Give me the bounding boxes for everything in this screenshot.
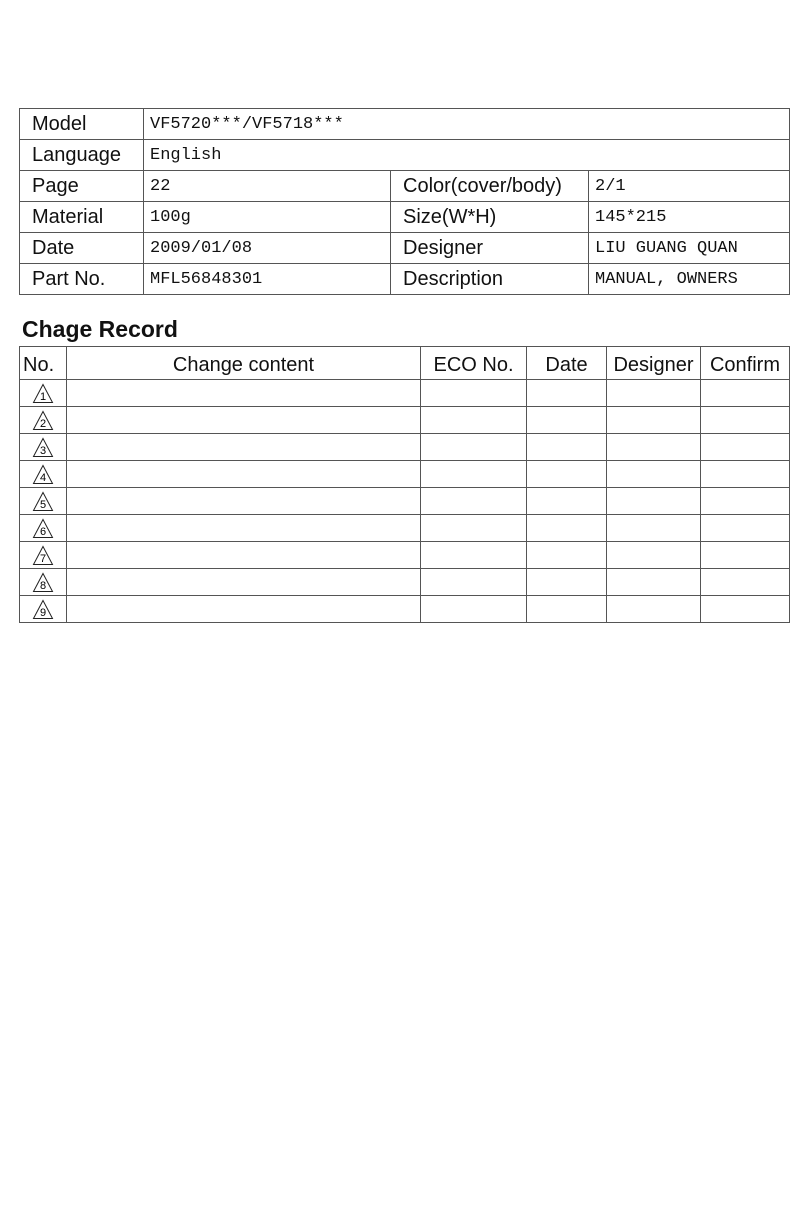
- date-cell: [527, 488, 607, 515]
- color-label: Color(cover/body): [391, 171, 589, 202]
- confirm-cell: [701, 461, 790, 488]
- designer-cell: [607, 569, 701, 596]
- change-content-cell: [67, 461, 421, 488]
- spec-row-model: [20, 109, 790, 140]
- table-row: [20, 434, 790, 461]
- revision-triangle-icon: [32, 518, 54, 539]
- part-no-value: MFL56848301: [144, 264, 391, 295]
- revision-triangle-icon: [32, 383, 54, 404]
- description-label: Description: [391, 264, 589, 295]
- designer-cell: [607, 380, 701, 407]
- revision-number-cell: [20, 461, 67, 488]
- revision-triangle-icon: [32, 599, 54, 620]
- revision-number: 5: [39, 498, 47, 511]
- table-row: [20, 380, 790, 407]
- confirm-cell: [701, 434, 790, 461]
- header-no: No.: [20, 347, 67, 380]
- revision-number: 4: [39, 471, 47, 484]
- spec-row-language: [20, 140, 790, 171]
- change-content-cell: [67, 515, 421, 542]
- description-value: MANUAL, OWNERS: [589, 264, 790, 295]
- revision-number: 9: [39, 606, 47, 619]
- revision-triangle-icon: [32, 464, 54, 485]
- designer-cell: [607, 461, 701, 488]
- table-row: [20, 569, 790, 596]
- date-label: Date: [20, 233, 144, 264]
- material-label: Material: [20, 202, 144, 233]
- date-cell: [527, 569, 607, 596]
- revision-number: 3: [39, 444, 47, 457]
- spec-row-part: [20, 264, 790, 295]
- eco-no-cell: [421, 380, 527, 407]
- designer-cell: [607, 596, 701, 623]
- size-label: Size(W*H): [391, 202, 589, 233]
- change-content-cell: [67, 569, 421, 596]
- date-cell: [527, 461, 607, 488]
- eco-no-cell: [421, 569, 527, 596]
- page-value: 22: [144, 171, 391, 202]
- spec-row-date: [20, 233, 790, 264]
- change-content-cell: [67, 380, 421, 407]
- header-eco-no: ECO No.: [421, 347, 527, 380]
- date-cell: [527, 542, 607, 569]
- header-change-content: Change content: [67, 347, 421, 380]
- change-record-title: Chage Record: [22, 316, 178, 342]
- header-confirm: Confirm: [701, 347, 790, 380]
- confirm-cell: [701, 596, 790, 623]
- change-record-rows: [20, 380, 790, 623]
- revision-number-cell: [20, 569, 67, 596]
- change-content-cell: [67, 407, 421, 434]
- table-row: [20, 596, 790, 623]
- confirm-cell: [701, 407, 790, 434]
- change-content-cell: [67, 488, 421, 515]
- designer-label: Designer: [391, 233, 589, 264]
- spec-table: [19, 108, 790, 295]
- table-row: [20, 515, 790, 542]
- model-value: VF5720***/VF5718***: [144, 109, 790, 140]
- revision-number: 7: [39, 552, 47, 565]
- confirm-cell: [701, 569, 790, 596]
- model-label: Model: [20, 109, 144, 140]
- language-value: English: [144, 140, 790, 171]
- header-date: Date: [527, 347, 607, 380]
- date-cell: [527, 434, 607, 461]
- change-record-table: [19, 346, 790, 623]
- revision-triangle-icon: [32, 437, 54, 458]
- eco-no-cell: [421, 596, 527, 623]
- date-value: 2009/01/08: [144, 233, 391, 264]
- revision-triangle-icon: [32, 545, 54, 566]
- revision-number-cell: [20, 488, 67, 515]
- confirm-cell: [701, 380, 790, 407]
- header-designer: Designer: [607, 347, 701, 380]
- date-cell: [527, 515, 607, 542]
- revision-triangle-icon: [32, 410, 54, 431]
- revision-number-cell: [20, 542, 67, 569]
- color-value: 2/1: [589, 171, 790, 202]
- revision-triangle-icon: [32, 491, 54, 512]
- change-content-cell: [67, 596, 421, 623]
- material-value: 100g: [144, 202, 391, 233]
- revision-number-cell: [20, 407, 67, 434]
- spec-row-material: [20, 202, 790, 233]
- designer-cell: [607, 542, 701, 569]
- table-row: [20, 488, 790, 515]
- change-content-cell: [67, 542, 421, 569]
- eco-no-cell: [421, 542, 527, 569]
- revision-number-cell: [20, 380, 67, 407]
- table-row: [20, 542, 790, 569]
- designer-value: LIU GUANG QUAN: [589, 233, 790, 264]
- date-cell: [527, 407, 607, 434]
- revision-number-cell: [20, 596, 67, 623]
- confirm-cell: [701, 488, 790, 515]
- date-cell: [527, 596, 607, 623]
- revision-number: 2: [39, 417, 47, 430]
- eco-no-cell: [421, 488, 527, 515]
- part-no-label: Part No.: [20, 264, 144, 295]
- designer-cell: [607, 407, 701, 434]
- change-record-header-row: [20, 347, 790, 380]
- page-label: Page: [20, 171, 144, 202]
- language-label: Language: [20, 140, 144, 171]
- table-row: [20, 461, 790, 488]
- revision-number: 1: [39, 390, 47, 403]
- confirm-cell: [701, 515, 790, 542]
- revision-number-cell: [20, 434, 67, 461]
- revision-number-cell: [20, 515, 67, 542]
- size-value: 145*215: [589, 202, 790, 233]
- eco-no-cell: [421, 515, 527, 542]
- revision-number: 6: [39, 525, 47, 538]
- eco-no-cell: [421, 434, 527, 461]
- revision-triangle-icon: [32, 572, 54, 593]
- date-cell: [527, 380, 607, 407]
- eco-no-cell: [421, 407, 527, 434]
- designer-cell: [607, 488, 701, 515]
- eco-no-cell: [421, 461, 527, 488]
- designer-cell: [607, 434, 701, 461]
- revision-number: 8: [39, 579, 47, 592]
- change-content-cell: [67, 434, 421, 461]
- confirm-cell: [701, 542, 790, 569]
- spec-row-page: [20, 171, 790, 202]
- table-row: [20, 407, 790, 434]
- designer-cell: [607, 515, 701, 542]
